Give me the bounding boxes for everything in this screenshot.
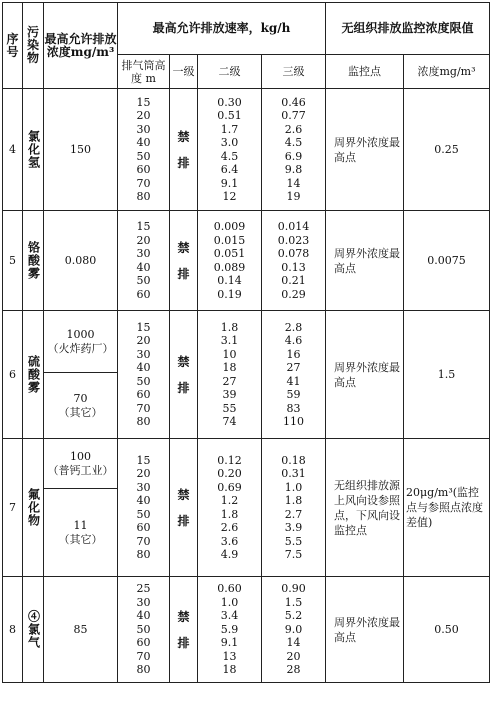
fugitive-limit: 0.25 — [404, 89, 490, 211]
pollutant-name: 硫酸雾 — [23, 311, 44, 439]
emission-standards-table — [2, 2, 490, 683]
header-max-rate: 最高允许排放速率，kg/h — [118, 3, 326, 55]
monitor-point: 无组织排放源上风向设参照点，下风向设监控点 — [326, 439, 404, 577]
max-conc-explosives: 1000 （火炸药厂） — [44, 311, 118, 373]
monitor-point: 周界外浓度最高点 — [326, 89, 404, 211]
table-row — [3, 439, 490, 489]
pollutant-name: 铬酸雾 — [23, 211, 44, 311]
row-no: 4 — [3, 89, 23, 211]
header-pollutant: 污染物 — [23, 3, 44, 89]
table-row — [3, 311, 490, 373]
table-row — [3, 89, 490, 211]
fugitive-limit: 0.0075 — [404, 211, 490, 311]
stack-heights: 15 20 30 40 50 60 — [118, 211, 170, 311]
monitor-point: 周界外浓度最高点 — [326, 311, 404, 439]
row-no: 6 — [3, 311, 23, 439]
max-conc: 150 — [44, 89, 118, 211]
header-no: 序号 — [3, 3, 23, 89]
header-stack-height: 排气筒高度 m — [118, 55, 170, 89]
header-fugitive: 无组织排放监控浓度限值 — [326, 3, 490, 55]
level1-banned: 禁 排 — [170, 311, 198, 439]
row-no: 8 — [3, 577, 23, 683]
level1-banned: 禁 排 — [170, 577, 198, 683]
header-monitor-point: 监控点 — [326, 55, 404, 89]
header-max-conc: 最高允许排放浓度mg/m³ — [44, 3, 118, 89]
stack-heights: 15 20 30 40 50 60 70 80 — [118, 311, 170, 439]
fugitive-limit: 0.50 — [404, 577, 490, 683]
level3-rates: 0.46 0.77 2.6 4.5 6.9 9.8 14 19 — [262, 89, 326, 211]
pollutant-name: 氯化氢 — [23, 89, 44, 211]
level1-banned: 禁 排 — [170, 439, 198, 577]
stack-heights: 25 30 40 50 60 70 80 — [118, 577, 170, 683]
level3-rates: 0.90 1.5 5.2 9.0 14 20 28 — [262, 577, 326, 683]
header-fugitive-conc: 浓度mg/m³ — [404, 55, 490, 89]
level3-rates: 0.18 0.31 1.0 1.8 2.7 3.9 5.5 7.5 — [262, 439, 326, 577]
level3-rates: 0.014 0.023 0.078 0.13 0.21 0.29 — [262, 211, 326, 311]
table-row — [3, 211, 490, 311]
monitor-point: 周界外浓度最高点 — [326, 577, 404, 683]
fugitive-limit: 1.5 — [404, 311, 490, 439]
pollutant-name: 氟化物 — [23, 439, 44, 577]
level2-rates: 0.60 1.0 3.4 5.9 9.1 13 18 — [198, 577, 262, 683]
header-level3: 三级 — [262, 55, 326, 89]
header-level1: 一级 — [170, 55, 198, 89]
stack-heights: 15 20 30 40 50 60 70 80 — [118, 439, 170, 577]
fugitive-limit: 20μg/m³(监控点与参照点浓度差值) — [404, 439, 490, 577]
level2-rates: 1.8 3.1 10 18 27 39 55 74 — [198, 311, 262, 439]
max-conc: 0.080 — [44, 211, 118, 311]
max-conc-other: 11 （其它） — [44, 489, 118, 577]
max-conc-other: 70 （其它） — [44, 373, 118, 439]
level3-rates: 2.8 4.6 16 27 41 59 83 110 — [262, 311, 326, 439]
level1-banned: 禁 排 — [170, 89, 198, 211]
row-no: 7 — [3, 439, 23, 577]
level2-rates: 0.009 0.015 0.051 0.089 0.14 0.19 — [198, 211, 262, 311]
row-no: 5 — [3, 211, 23, 311]
header-level2: 二级 — [198, 55, 262, 89]
level2-rates: 0.30 0.51 1.7 3.0 4.5 6.4 9.1 12 — [198, 89, 262, 211]
level2-rates: 0.12 0.20 0.69 1.2 1.8 2.6 3.6 4.9 — [198, 439, 262, 577]
pollutant-name: ④氯气 — [23, 577, 44, 683]
monitor-point: 周界外浓度最高点 — [326, 211, 404, 311]
stack-heights: 15 20 30 40 50 60 70 80 — [118, 89, 170, 211]
level1-banned: 禁 排 — [170, 211, 198, 311]
max-conc: 85 — [44, 577, 118, 683]
max-conc-superphosphate: 100 （普钙工业） — [44, 439, 118, 489]
table-row — [3, 577, 490, 683]
